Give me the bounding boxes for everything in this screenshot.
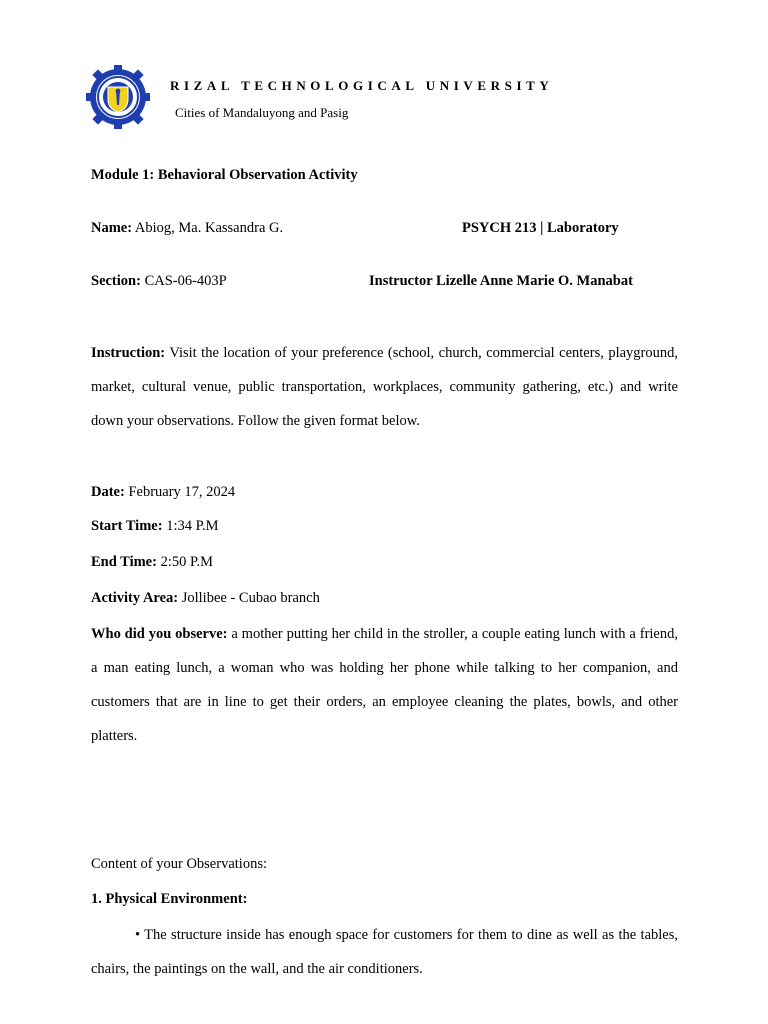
name-value: Abiog, Ma. Kassandra G. — [132, 220, 284, 236]
start-time-value: 1:34 P.M — [162, 518, 219, 534]
observed-text: a mother putting her child in the stroller, a couple eating lunch with a friend, a man eating lunch, a woman who was holding her phone while talking to her companion, and customers that are in line to get their orders, an employee cleaning the plates, bowls, and other platters. — [91, 626, 678, 744]
name-label: Name: — [91, 220, 133, 236]
date-label: Date: — [91, 484, 125, 500]
activity-area-label: Activity Area: — [91, 590, 179, 606]
date-field — [91, 484, 235, 501]
instruction-text: Visit the location of your preference (school, church, commercial centers, playground, market, cultural venue, public transportation, workplaces, community gathering, etc.) and write down your observations. Follow the given format below. — [91, 345, 678, 429]
physical-environment-heading: 1. Physical Environment: — [91, 891, 248, 907]
section-label: Section: — [91, 273, 141, 289]
section-value: CAS-06-403P — [140, 273, 227, 289]
bullet-paragraph — [91, 918, 678, 986]
university-seal-icon — [86, 65, 150, 129]
instruction-paragraph — [91, 336, 678, 438]
end-time-value: 2:50 P.M — [156, 554, 213, 570]
observed-paragraph — [91, 617, 678, 753]
university-subtitle: Cities of Mandaluyong and Pasig — [175, 105, 349, 120]
date-value: February 17, 2024 — [124, 484, 236, 500]
instructor-label: Instructor Lizelle Anne Marie O. Manabat — [369, 273, 633, 289]
name-field — [91, 220, 283, 237]
instruction-label: Instruction: — [91, 345, 166, 361]
module-title: Module 1: Behavioral Observation Activity — [91, 167, 358, 183]
end-time-field — [91, 554, 213, 571]
start-time-field — [91, 518, 219, 535]
bullet-text: • The structure inside has enough space for customers for them to dine as well as the tables, chairs, the paintings on the wall, and the air conditioners. — [91, 927, 678, 977]
content-heading: Content of your Observations: — [91, 856, 267, 872]
activity-area-value: Jollibee - Cubao branch — [178, 590, 320, 606]
observed-label: Who did you observe: — [91, 626, 228, 642]
start-time-label: Start Time: — [91, 518, 163, 534]
activity-area-field — [91, 590, 320, 607]
course-label: PSYCH 213 | Laboratory — [462, 220, 619, 236]
section-field — [91, 273, 227, 290]
university-name: RIZAL TECHNOLOGICAL UNIVERSITY — [170, 78, 554, 93]
end-time-label: End Time: — [91, 554, 157, 570]
